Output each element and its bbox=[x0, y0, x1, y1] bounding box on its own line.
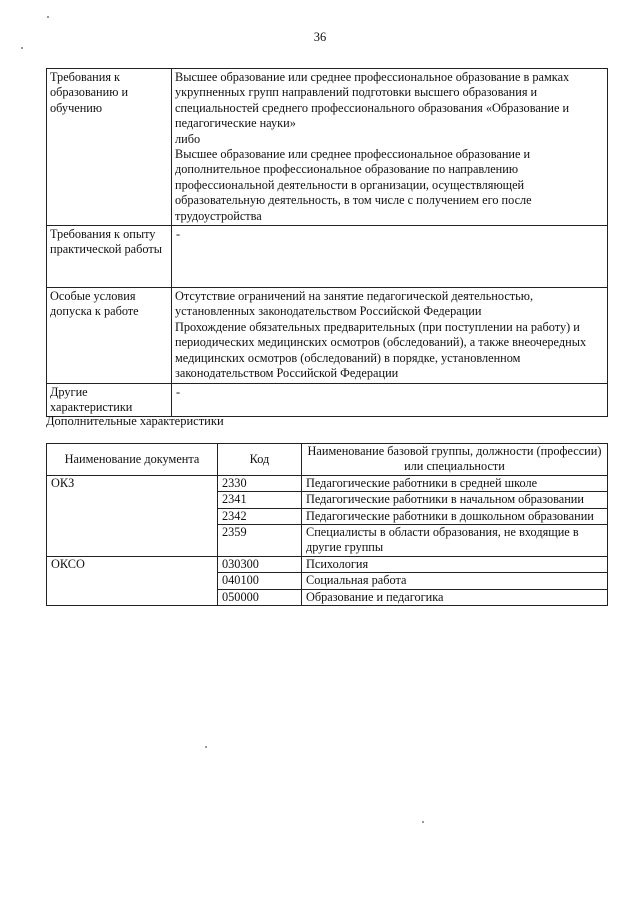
additional-characteristics-table bbox=[46, 443, 608, 606]
education-text-2: Высшее образование или среднее профессиональное образование и дополнительное профессиональное образование по направлению профессиональной деятельности в организации, осуществляющей образовательную деятельность, в том числе с получением его после трудоустройства bbox=[175, 147, 532, 223]
document-okz-continued bbox=[47, 508, 218, 524]
row-value-experience: - bbox=[172, 226, 608, 288]
name-cell: Педагогические работники в начальном образовании bbox=[302, 492, 608, 508]
name-cell: Специалисты в области образования, не входящие в другие группы bbox=[302, 525, 608, 557]
row-value-education bbox=[172, 69, 608, 226]
code-cell: 2342 bbox=[218, 508, 302, 524]
document-okz-continued bbox=[47, 492, 218, 508]
name-cell: Социальная работа bbox=[302, 573, 608, 589]
row-label-special-conditions: Особые условия допуска к работе bbox=[47, 288, 172, 383]
code-cell: 2330 bbox=[218, 475, 302, 491]
table-row bbox=[47, 226, 608, 288]
page-number: 36 bbox=[313, 30, 327, 44]
education-text-or: либо bbox=[175, 131, 201, 146]
document-okz: ОКЗ bbox=[47, 475, 218, 491]
table-row bbox=[47, 589, 608, 605]
table-row bbox=[47, 69, 608, 226]
table-row bbox=[47, 573, 608, 589]
name-cell: Педагогические работники в дошкольном образовании bbox=[302, 508, 608, 524]
document-okso: ОКСО bbox=[47, 556, 218, 572]
education-text-1: Высшее образование или среднее профессиональное образование в рамках укрупненных групп направлений подготовки высшего образования и специальностей среднего профессионального образования «Образование и педагогические науки» bbox=[175, 70, 570, 131]
header-name: Наименование базовой группы, должности (профессии) или специальности bbox=[302, 444, 608, 476]
table-row bbox=[47, 525, 608, 557]
row-label-experience: Требования к опыту практической работы bbox=[47, 226, 172, 288]
header-document: Наименование документа bbox=[47, 444, 218, 476]
document-okso-continued bbox=[47, 589, 218, 605]
table-row bbox=[47, 475, 608, 491]
special-conditions-text-1: Отсутствие ограничений на занятие педагогической деятельностью, установленных законодательством Российской Федерации bbox=[175, 289, 534, 319]
table-row bbox=[47, 508, 608, 524]
table-row bbox=[47, 492, 608, 508]
scan-speck bbox=[21, 47, 23, 49]
code-cell: 2359 bbox=[218, 525, 302, 557]
scan-speck bbox=[47, 16, 49, 18]
name-cell: Психология bbox=[302, 556, 608, 572]
code-cell: 030300 bbox=[218, 556, 302, 572]
header-code: Код bbox=[218, 444, 302, 476]
document-okso-continued bbox=[47, 573, 218, 589]
table-row bbox=[47, 556, 608, 572]
row-value-other: - bbox=[172, 383, 608, 417]
code-cell: 050000 bbox=[218, 589, 302, 605]
row-value-special-conditions bbox=[172, 288, 608, 383]
row-label-other: Другие характеристики bbox=[47, 383, 172, 417]
code-cell: 040100 bbox=[218, 573, 302, 589]
requirements-table bbox=[46, 68, 608, 417]
document-okz-continued bbox=[47, 525, 218, 557]
table-row bbox=[47, 288, 608, 383]
scan-speck bbox=[205, 746, 207, 748]
table-header-row bbox=[47, 444, 608, 476]
name-cell: Педагогические работники в средней школе bbox=[302, 475, 608, 491]
section-title: Дополнительные характеристики bbox=[46, 414, 224, 428]
special-conditions-text-2: Прохождение обязательных предварительных (при поступлении на работу) и периодических медицинских осмотров (обследований), а также внеочередных медицинских осмотров (обследований) в порядке, установленном законодательством Российской Федерации bbox=[175, 319, 587, 381]
scan-speck bbox=[422, 821, 424, 823]
name-cell: Образование и педагогика bbox=[302, 589, 608, 605]
table-row bbox=[47, 383, 608, 417]
row-label-education: Требования к образованию и обучению bbox=[47, 69, 172, 226]
code-cell: 2341 bbox=[218, 492, 302, 508]
